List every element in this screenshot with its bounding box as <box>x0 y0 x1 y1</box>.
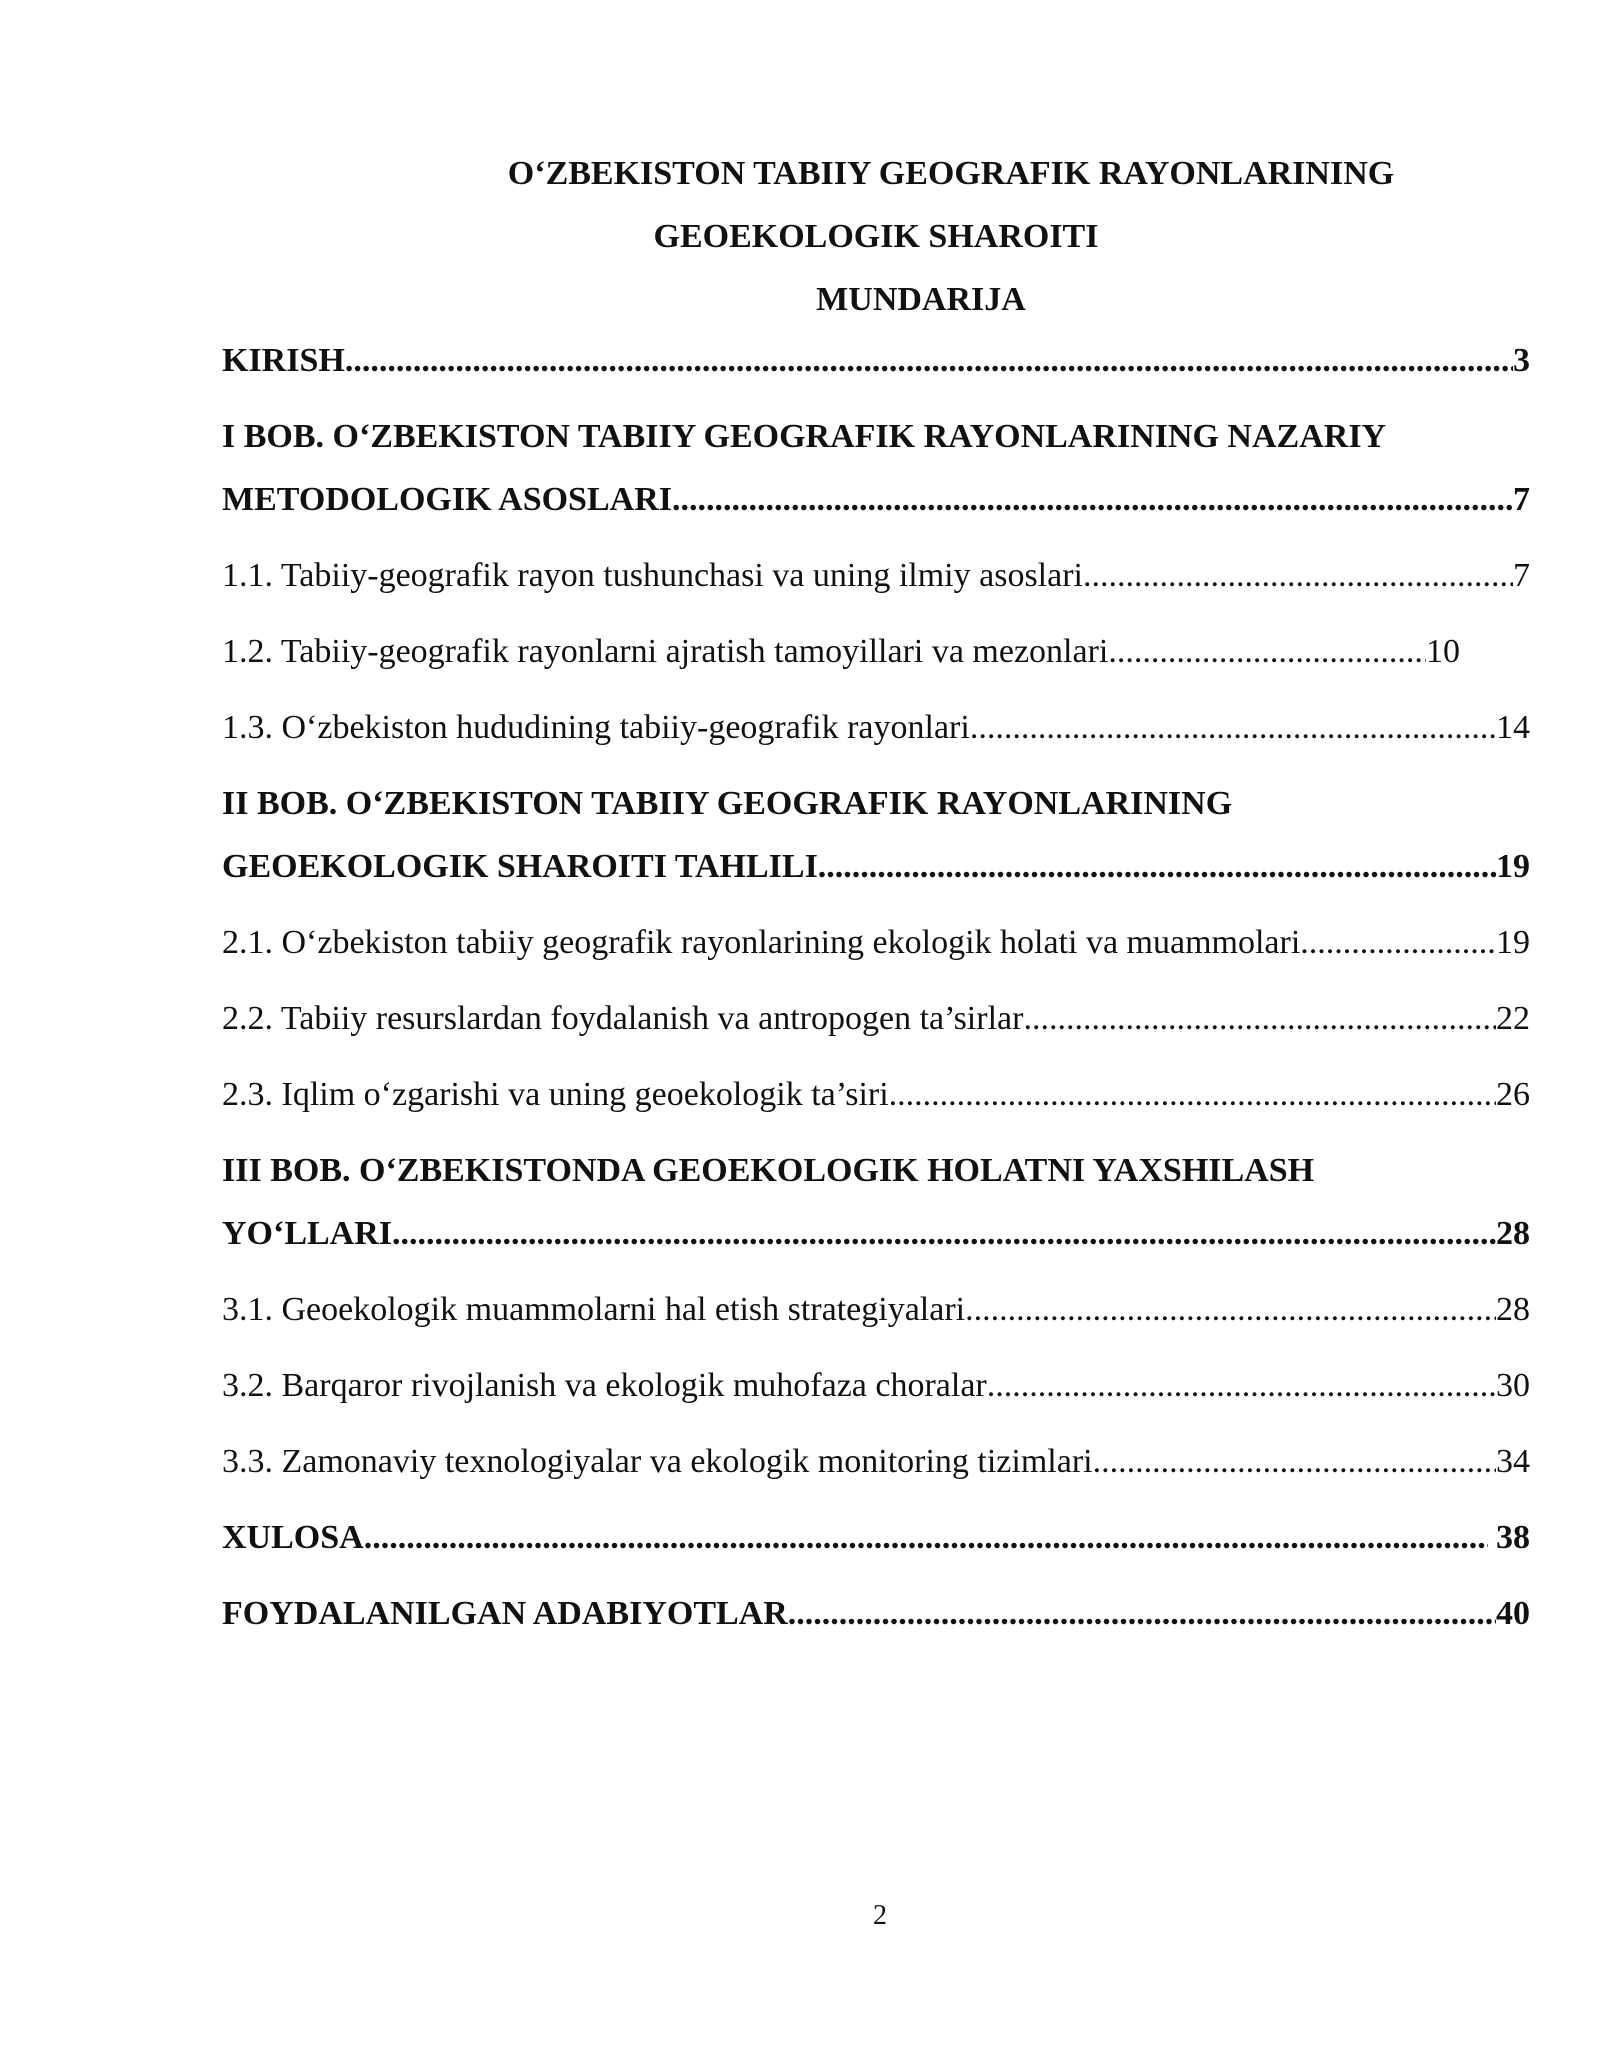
contents-heading: MUNDARIJA <box>816 281 1026 318</box>
toc-entry-chapter-3[interactable] <box>222 1139 1530 1265</box>
toc-entry-text: II BOB. O‘ZBEKISTON TABIIY GEOGRAFIK RAYONLARINING <box>222 785 1233 822</box>
toc-page-number: 22 <box>1496 1000 1530 1037</box>
dot-leader <box>889 1063 1496 1126</box>
toc-entry-section-1-1[interactable] <box>222 544 1530 607</box>
toc-entry-text: XULOSA <box>222 1519 364 1556</box>
toc-entry-section-2-3[interactable] <box>222 1063 1530 1126</box>
dot-leader <box>987 1354 1496 1417</box>
table-of-contents <box>222 329 1530 1658</box>
toc-entry-text-continued: METODOLOGIK ASOSLARI <box>222 481 672 518</box>
toc-page-number: 19 <box>1496 848 1530 885</box>
dot-leader <box>1108 620 1426 683</box>
toc-entry-xulosa[interactable] <box>222 1506 1530 1569</box>
toc-entry-section-2-1[interactable] <box>222 911 1530 974</box>
toc-entry-section-3-1[interactable] <box>222 1278 1530 1341</box>
toc-entry-text: 2.2. Tabiiy resurslardan foydalanish va antropogen ta’sirlar <box>222 1000 1024 1037</box>
toc-entry-text: 3.2. Barqaror rivojlanish va ekologik muhofaza choralar <box>222 1367 987 1404</box>
toc-page-number: 7 <box>1513 481 1530 518</box>
toc-page-number: 14 <box>1496 709 1530 746</box>
toc-page-number: 10 <box>1426 633 1460 670</box>
dot-leader <box>965 1278 1496 1341</box>
toc-entry-text: 2.1. O‘zbekiston tabiiy geografik rayonlarining ekologik holati va muammolari <box>222 924 1301 961</box>
toc-page-number: 30 <box>1496 1367 1530 1404</box>
toc-entry-section-3-2[interactable] <box>222 1354 1530 1417</box>
toc-entry-kirish[interactable] <box>222 329 1530 392</box>
toc-page-number: 34 <box>1496 1443 1530 1480</box>
dot-leader <box>1093 1430 1496 1493</box>
toc-page-number: 38 <box>1487 1519 1530 1556</box>
toc-entry-text-continued: GEOEKOLOGIK SHAROITI TAHLILI <box>222 848 818 885</box>
dot-leader <box>392 1202 1496 1265</box>
toc-entry-section-1-3[interactable] <box>222 696 1530 759</box>
dot-leader <box>1023 987 1496 1050</box>
toc-entry-text: 3.1. Geoekologik muammolarni hal etish strategiyalari <box>222 1291 966 1328</box>
toc-page-number: 26 <box>1496 1076 1530 1113</box>
toc-entry-adabiyotlar[interactable] <box>222 1582 1530 1645</box>
toc-page-number: 28 <box>1496 1215 1530 1252</box>
dot-leader <box>672 468 1513 531</box>
toc-entry-section-3-3[interactable] <box>222 1430 1530 1493</box>
toc-page-number: 3 <box>1513 342 1530 379</box>
dot-leader <box>345 329 1513 392</box>
toc-entry-text-continued: YO‘LLARI <box>222 1215 393 1252</box>
toc-entry-text: 1.2. Tabiiy-geografik rayonlarni ajratish tamoyillari va mezonlari <box>222 633 1109 670</box>
toc-entry-chapter-2[interactable] <box>222 772 1530 898</box>
page-number: 2 <box>873 1900 887 1931</box>
toc-entry-text: I BOB. O‘ZBEKISTON TABIIY GEOGRAFIK RAYONLARINING NAZARIY <box>222 418 1387 455</box>
toc-entry-text: KIRISH <box>222 342 345 379</box>
toc-entry-text: 1.1. Tabiiy-geografik rayon tushunchasi va uning ilmiy asoslari <box>222 557 1083 594</box>
toc-entry-chapter-1[interactable] <box>222 405 1530 531</box>
toc-entry-text: 3.3. Zamonaviy texnologiyalar va ekologik monitoring tizimlari <box>222 1443 1093 1480</box>
toc-page-number: 40 <box>1496 1595 1530 1632</box>
dot-leader <box>970 696 1496 759</box>
toc-page-number: 19 <box>1496 924 1530 961</box>
dot-leader <box>818 835 1496 898</box>
toc-entry-section-2-2[interactable] <box>222 987 1530 1050</box>
toc-entry-section-1-2[interactable] <box>222 620 1530 683</box>
dot-leader <box>788 1582 1496 1645</box>
toc-page-number: 28 <box>1496 1291 1530 1328</box>
dot-leader <box>364 1506 1488 1569</box>
toc-entry-text: 1.3. O‘zbekiston hududining tabiiy-geografik rayonlari <box>222 709 970 746</box>
title-line-2: GEOEKOLOGIK SHAROITI <box>653 218 1099 255</box>
toc-entry-text: 2.3. Iqlim o‘zgarishi va uning geoekologik ta’siri <box>222 1076 889 1113</box>
dot-leader <box>1083 544 1513 607</box>
title-line-1: O‘ZBEKISTON TABIIY GEOGRAFIK RAYONLARINING <box>507 155 1395 192</box>
toc-entry-text: III BOB. O‘ZBEKISTONDA GEOEKOLOGIK HOLATNI YAXSHILASH <box>222 1152 1315 1189</box>
dot-leader <box>1300 911 1496 974</box>
toc-entry-text: FOYDALANILGAN ADABIYOTLAR <box>222 1595 788 1632</box>
document-title <box>222 142 1530 331</box>
toc-page-number: 7 <box>1513 557 1530 594</box>
